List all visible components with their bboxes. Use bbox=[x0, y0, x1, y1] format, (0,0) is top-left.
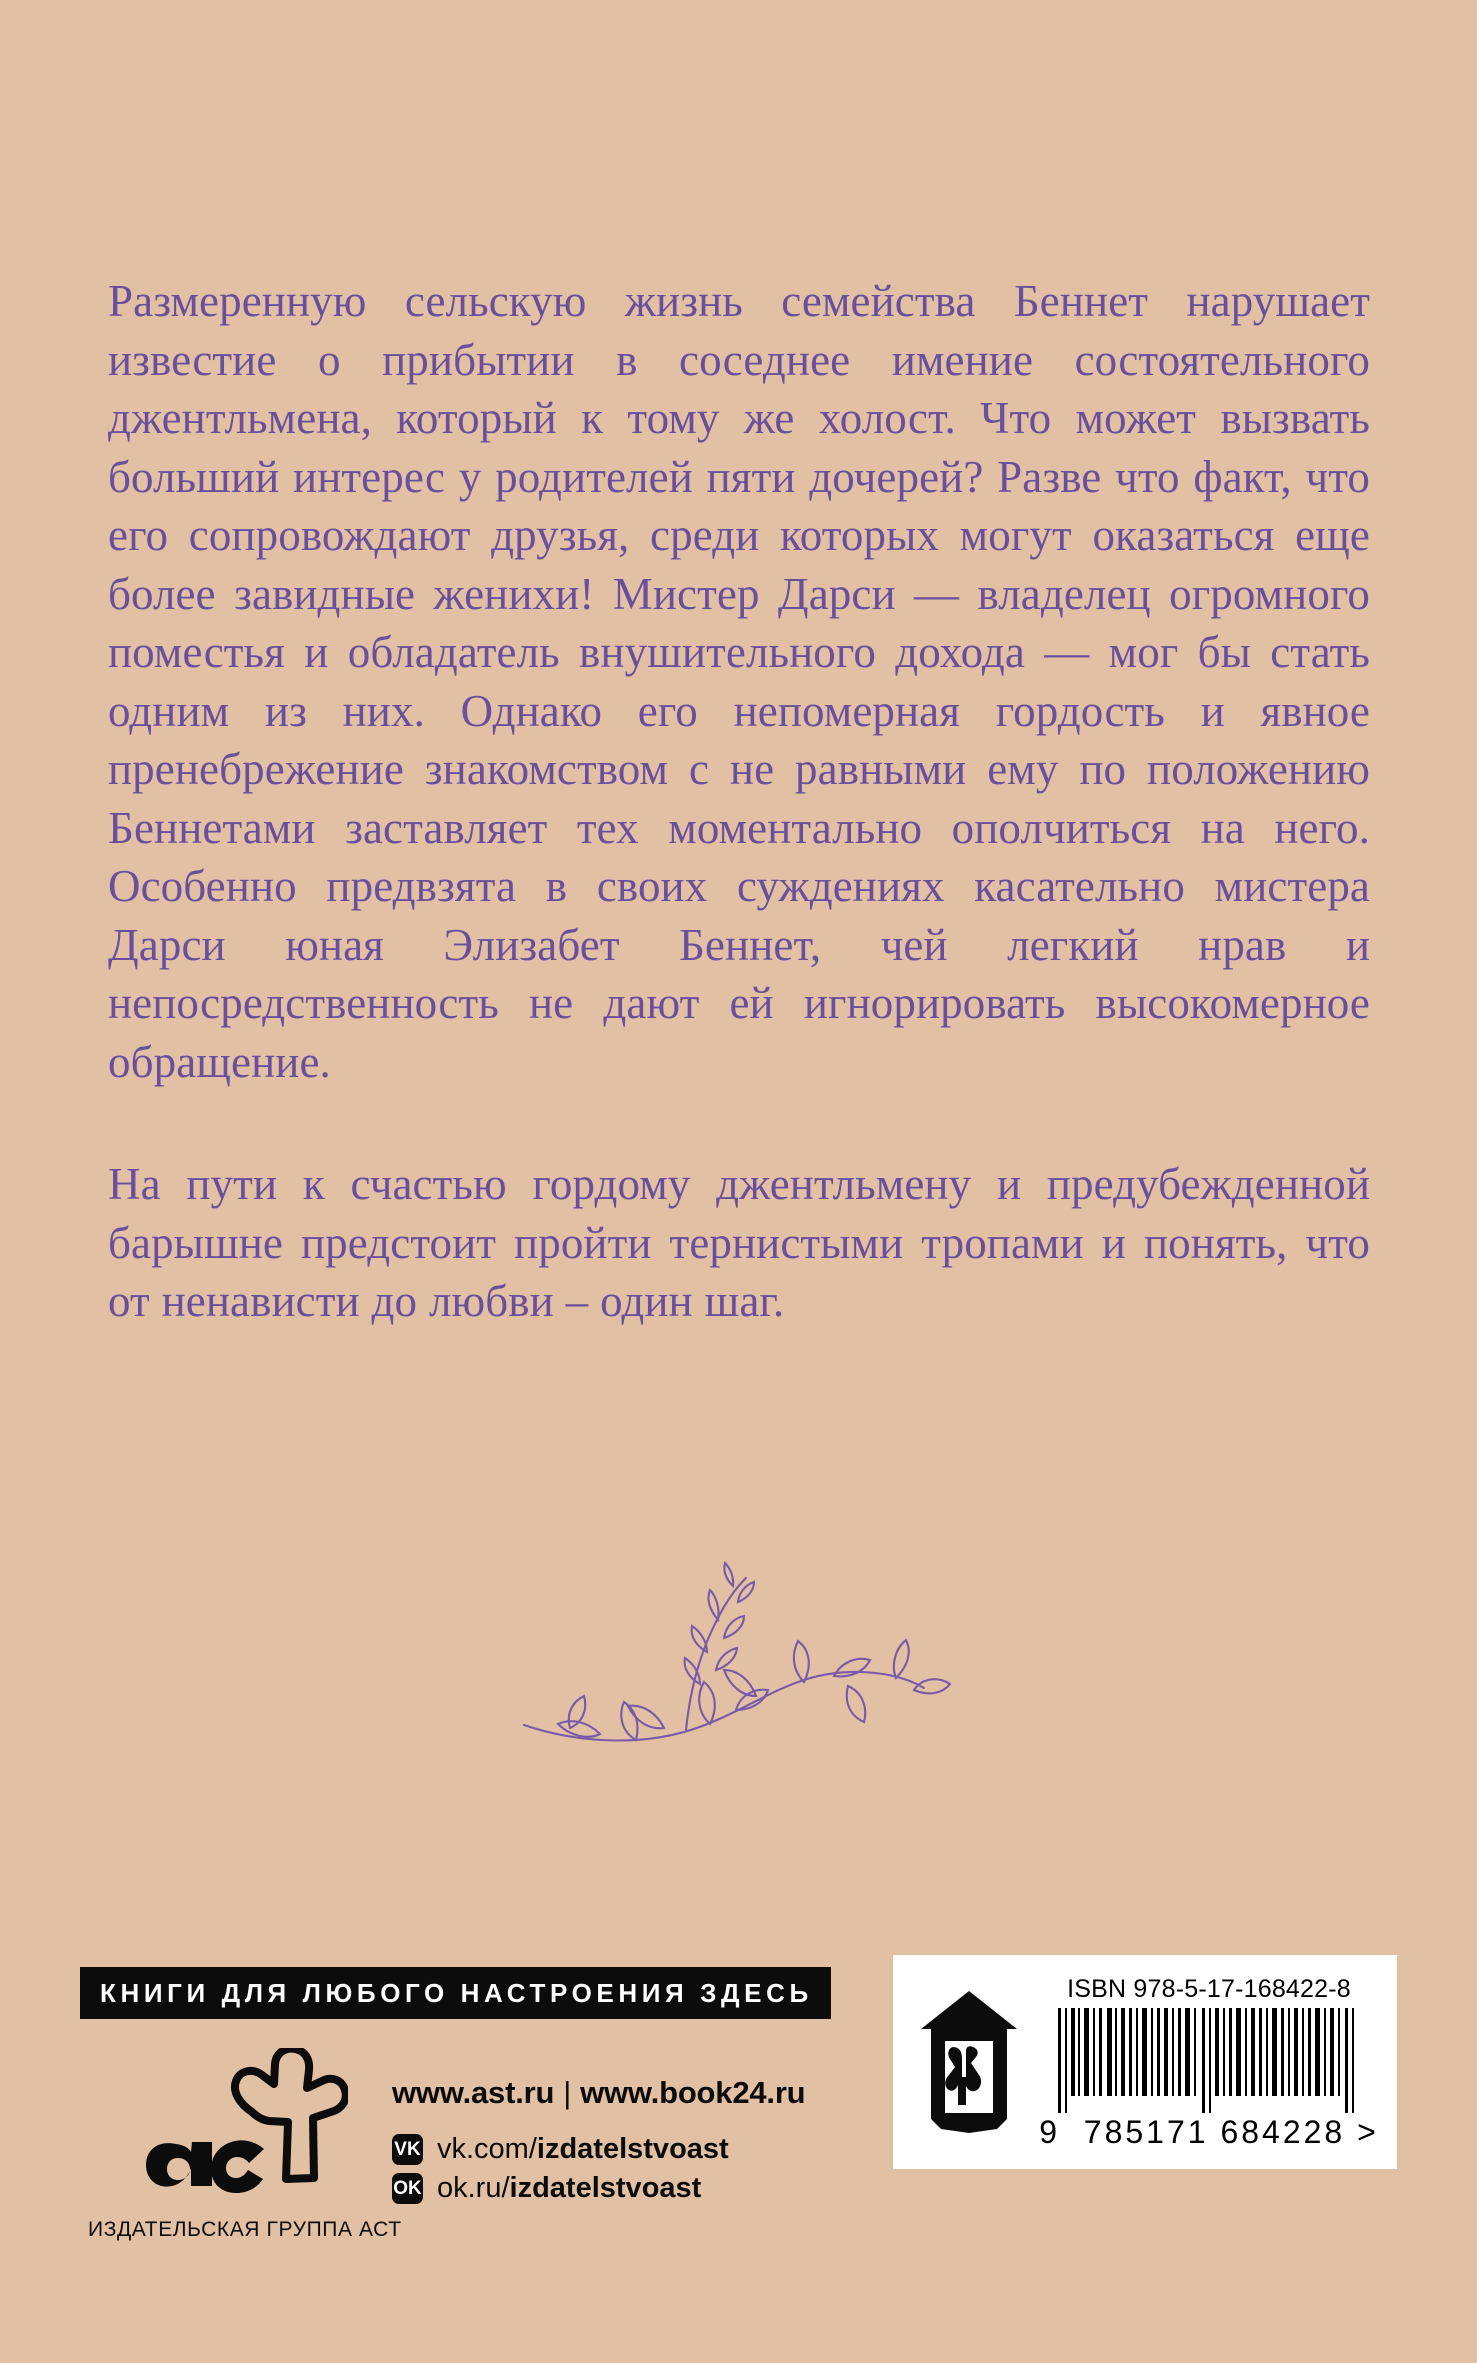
publisher-links-block bbox=[392, 2075, 805, 2205]
barcode-bars bbox=[1054, 2008, 1364, 2113]
barcode-digits bbox=[1035, 2114, 1383, 2151]
publisher-emblem-icon bbox=[909, 1987, 1029, 2137]
barcode-panel bbox=[893, 1955, 1397, 2169]
social-row-ok[interactable] bbox=[392, 2172, 805, 2205]
vk-icon: VK bbox=[392, 2134, 423, 2165]
barcode-suffix: > bbox=[1357, 2114, 1379, 2150]
barcode-digits-group-1: 785171 bbox=[1083, 2114, 1209, 2150]
site-separator: | bbox=[563, 2075, 572, 2110]
isbn-label: ISBN 978-5-17-168422-8 bbox=[1067, 1975, 1351, 2003]
ok-icon: OK bbox=[392, 2173, 423, 2204]
blurb-paragraph-1: Размеренную сельскую жизнь семейства Беннет нарушает известие о прибытии в соседнее имение состоятельного джентльмена, который к тому же холост. Что может вызвать больший интерес у родителей пяти дочерей? Разве что факт, что его сопровождают друзья, среди которых могут оказаться еще более завидные женихи! Мистер Дарси — владелец огромного поместья и обладатель внушительного дохода — мог бы стать одним из них. Однако его непомерная гордость и явное пренебрежение знакомством с не равными ему по положению Беннетами заставляет тех моментально ополчиться на него. Особенно предвзята в своих суждениях касательно мистера Дарси юная Элизабет Беннет, чей легкий нрав и непосредственность не дают ей игнорировать высокомерное обращение. bbox=[108, 276, 1370, 1087]
vk-host: vk.com/ bbox=[437, 2133, 537, 2165]
blurb-text-block bbox=[108, 272, 1370, 1331]
ok-handle: izdatelstvoast bbox=[509, 2172, 702, 2204]
vk-handle: izdatelstvoast bbox=[536, 2133, 729, 2165]
lavender-sprig-ornament bbox=[504, 1560, 974, 1790]
barcode-area bbox=[1029, 1967, 1397, 2157]
site-ast-link[interactable]: www.ast.ru bbox=[392, 2075, 555, 2110]
site-book24-link[interactable]: www.book24.ru bbox=[580, 2075, 806, 2110]
ok-host: ok.ru/ bbox=[437, 2172, 510, 2204]
tagline-banner: КНИГИ ДЛЯ ЛЮБОГО НАСТРОЕНИЯ ЗДЕСЬ bbox=[80, 1967, 831, 2019]
barcode-digit-left: 9 bbox=[1039, 2114, 1060, 2150]
website-line bbox=[392, 2075, 805, 2111]
publisher-caption: ИЗДАТЕЛЬСКАЯ ГРУППА АСТ bbox=[88, 2218, 402, 2241]
footer-block bbox=[0, 1955, 1477, 2363]
blurb-paragraph-2: На пути к счастью гордому джентльмену и предубежденной барышне предстоит пройти тернистыми тропами и понять, что от ненависти до любви – один шаг. bbox=[108, 1159, 1370, 1326]
vk-link-text[interactable] bbox=[437, 2133, 729, 2166]
social-row-vk[interactable] bbox=[392, 2133, 805, 2166]
publisher-logo-block bbox=[88, 2048, 402, 2242]
ok-link-text[interactable] bbox=[437, 2172, 701, 2205]
ast-logo-icon bbox=[128, 2048, 348, 2208]
barcode-digits-group-2: 684228 bbox=[1220, 2114, 1346, 2150]
